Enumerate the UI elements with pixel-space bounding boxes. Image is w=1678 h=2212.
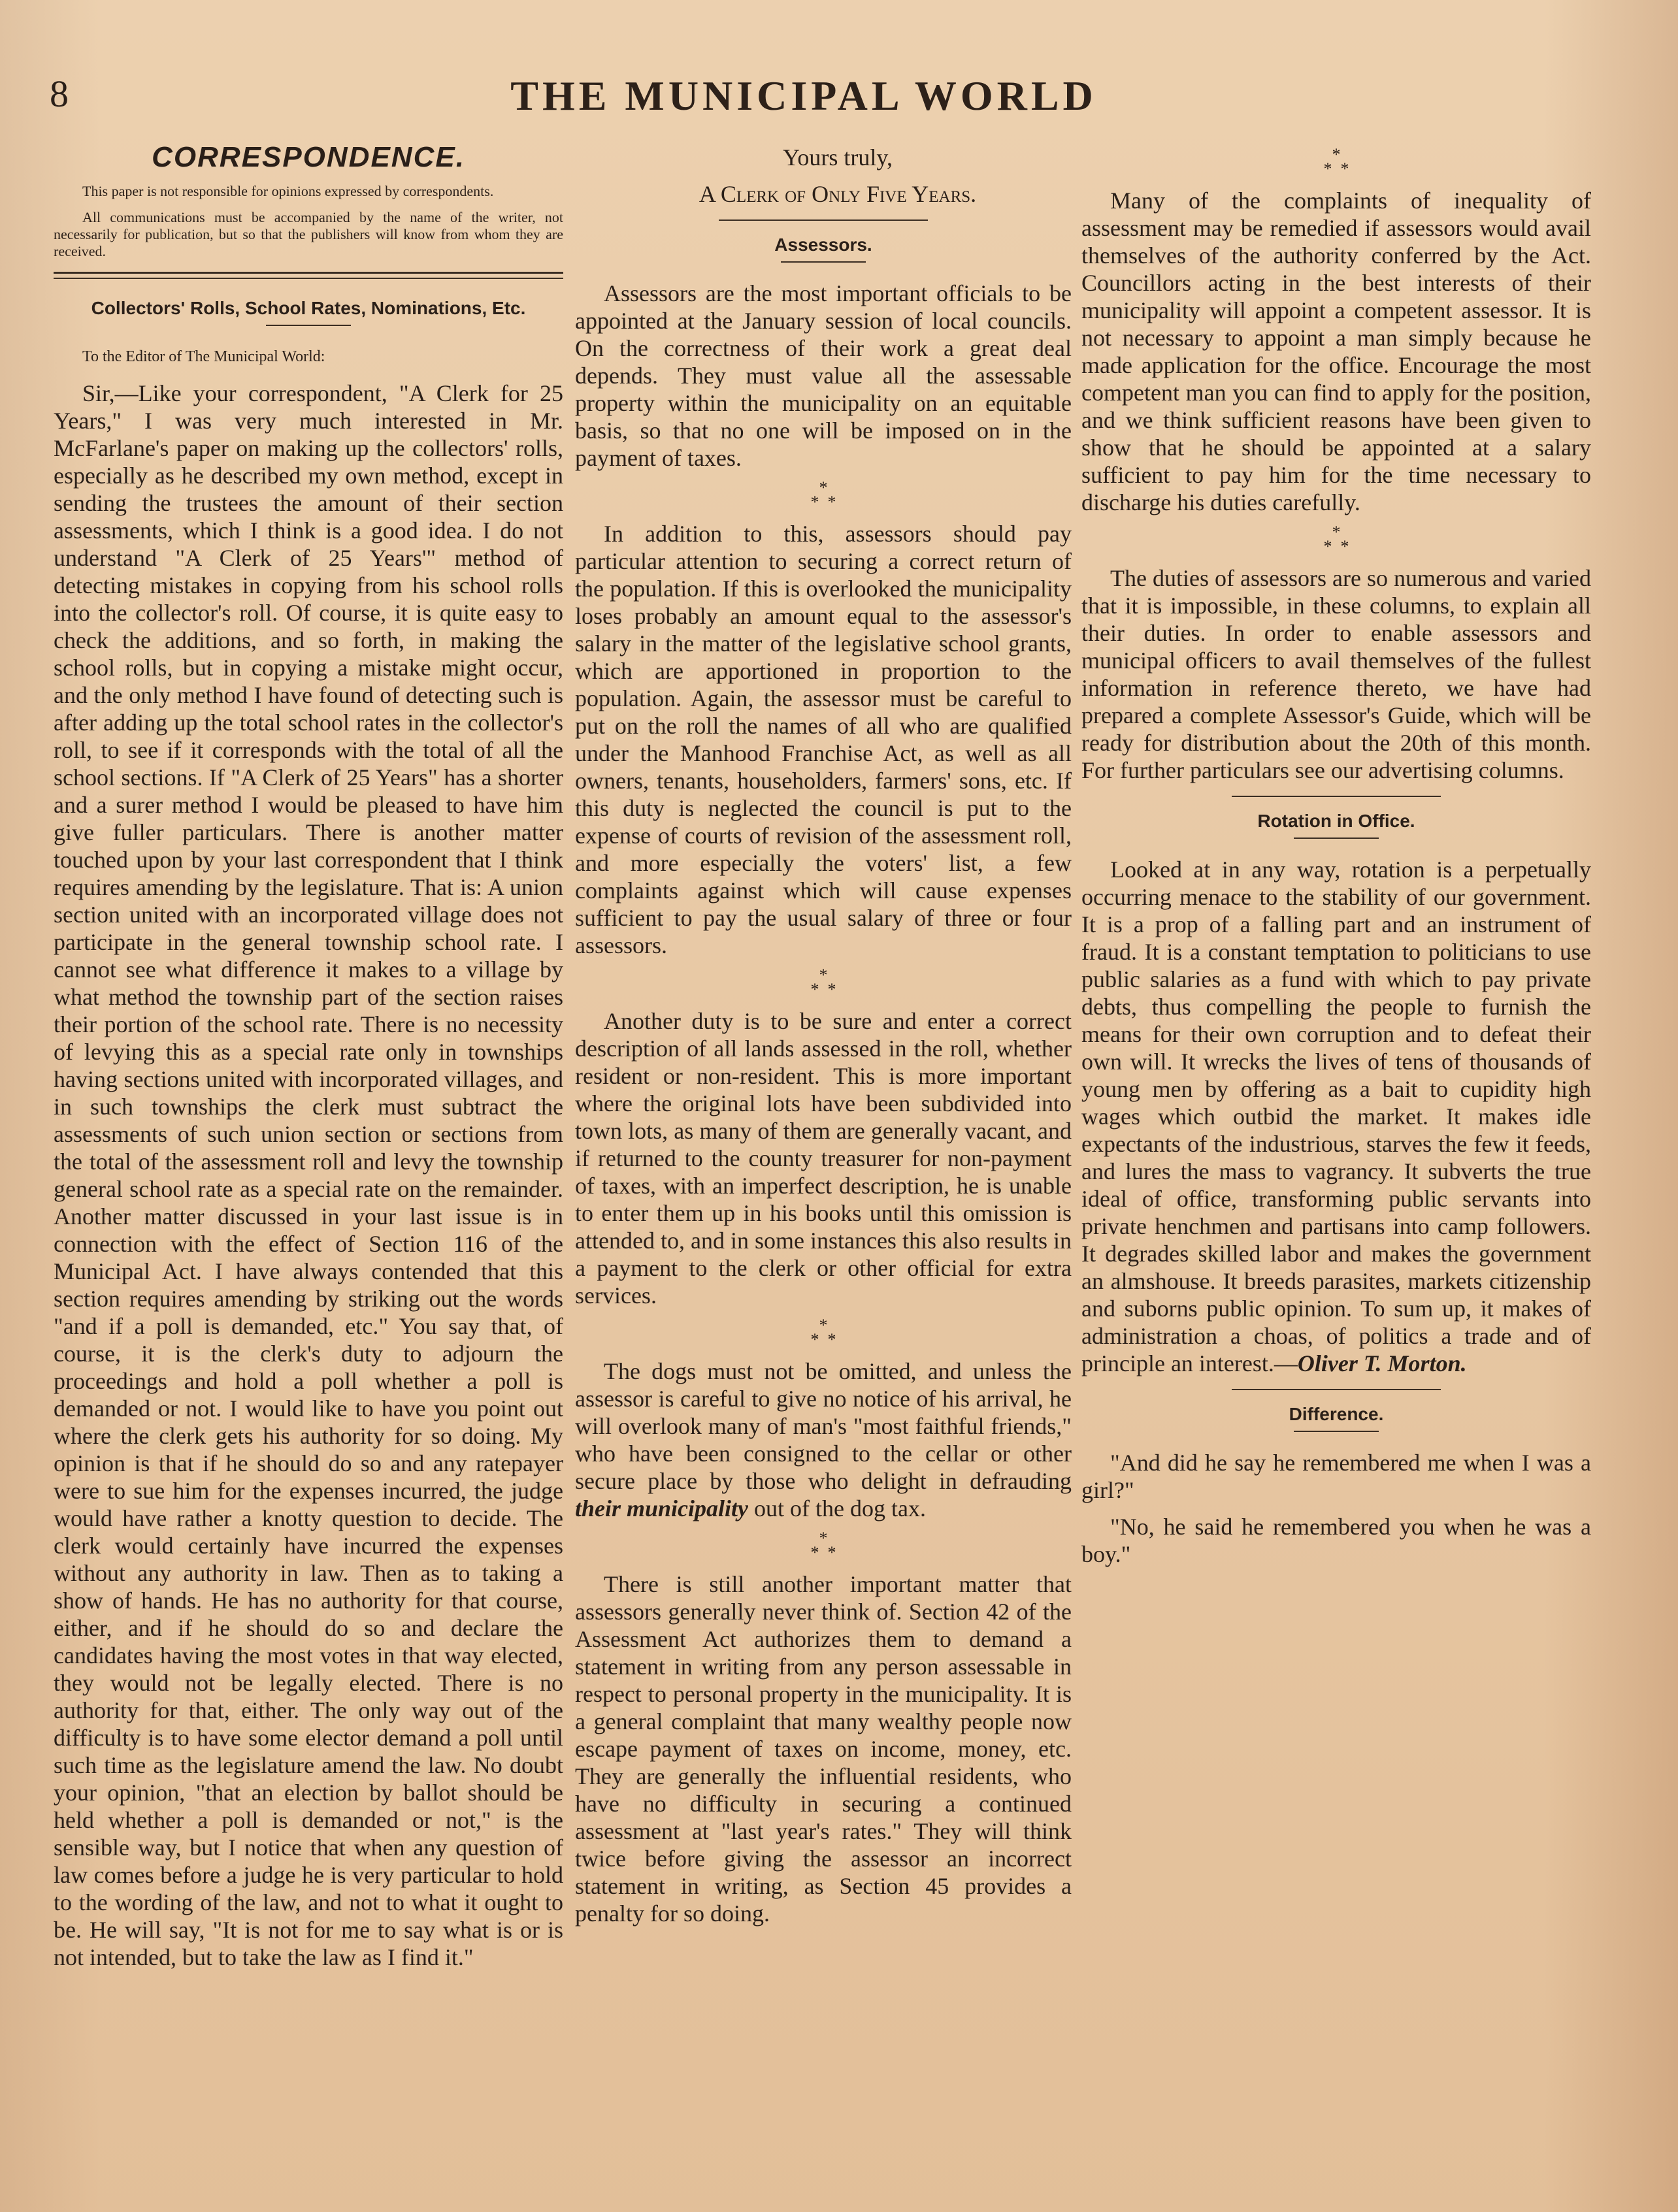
article-divider <box>1232 1389 1441 1390</box>
rotation-text: Looked at in any way, rotation is a perpetually occurring menace to the stability of our government. It is a prop of a falling part and an instrument of fraud. It is a constant temptation to politicians to use public salaries as a fund with which to pay private debts, thus compelling the people to furnish the means for their own corruption and to defeat their own will. It wrecks the lives of tens of thousands of young men by offering as a bait to cupidity high wages which outbid the market. It makes idle expectants of the industrious, starves the few it feeds, and lures the mass to vagrancy. It subverts the true ideal of office, transforming public servants into private henchmen and partisans into camp followers. It degrades skilled labor and makes the government an almshouse. It breeds parasites, markets citizenship and suborns public opinion. To sum up, it makes of administration a choas, of politics a trade and of principle an interest.— <box>1081 856 1591 1376</box>
asterism: * * * <box>810 1529 836 1562</box>
difference-line: "No, he said he remembered you when he was a boy." <box>1081 1514 1591 1567</box>
title-rule <box>266 325 351 326</box>
asterism: * * * <box>810 478 836 512</box>
assessors-paragraph: There is still another important matter that assessors generally never think of. Section 42 of the Assessment Act authorizes them to demand a statement in writing from any person assessable in respect to personal property in the municipality. It is a general complaint that many wealthy people now escape payment of taxes on income, money, etc. They are generally the influential residents, who have no difficulty in securing a continued assessment at "last year's rates." They will think twice before giving the assessor an incorrect statement in writing, as Section 45 provides a penalty for so doing. <box>575 1571 1072 1927</box>
dogs-text: The dogs must not be omitted, and unless the assessor is careful to give no notice of his arrival, he will overlook many of man's "most faithful friends," who have been consigned to the cellar or other secure place by those who delight in defrauding <box>575 1358 1072 1494</box>
column-1 <box>54 141 563 1980</box>
dogs-text-end: out of the dog tax. <box>748 1495 926 1521</box>
disclaimer-notice: This paper is not responsible for opinions expressed by correspondents. <box>82 183 494 199</box>
correspondence-heading: CORRESPONDENCE. <box>152 141 465 173</box>
double-rule-divider <box>54 272 563 279</box>
difference-line: "And did he say he remembered me when I was a girl?" <box>1081 1450 1591 1503</box>
rotation-paragraph <box>1081 856 1591 1377</box>
letter-body: Sir,—Like your correspondent, "A Clerk for 25 Years," I was very much interested in Mr. McFarlane's paper on making up the collectors' rolls, especially as he described my own method, except in sending the trustees the amount of their section assessments, which I think is a good idea. I do not understand "A Clerk of 25 Years'" method of detecting mistakes in copying from his school rolls into the collector's roll. Of course, it is quite easy to check the additions, and so forth, in making the school rolls, but in copying a mistake might occur, and the only method I have found of detecting such is after adding up the total school rates in the collector's roll, to see if it corresponds with the total of all the school sections. If "A Clerk of 25 Years" has a shorter and a surer method I would be pleased to have him give fuller particulars. There is another matter touched upon by your last correspondent that I think requires amending by the legislature. That is: A union section united with an incorporated village does not participate in the general township school rate. I cannot see what difference it makes to a village by what method the township part of the section raises their portion of the school rate. There is no necessity of levying this as a special rate only in townships having sections united with incorporated villages, and in such townships the clerk must subtract the assessments of such union section or sections from the total of the assessment roll and levy the township general school rate as a special rate on the remainder. Another matter discussed in your last issue is in connection with the effect of Section 116 of the Municipal Act. I have always contended that this section requires amending by striking out the words "and if a poll is demanded, etc." You say that, of course, it is the clerk's duty to adjourn the proceedings and hold a poll whether a poll is demanded or not. I would like to have you point out where the clerk gets his authority for so doing. My opinion is that if he should do so and any ratepayer were to sue him for the expenses incurred, the judge would have rather a knotty question to decide. The clerk would certainly have incurred the expenses without any authority in law. Then as to taking a show of hands. He has no authority for that course, either, and if he should do so and declare the candidates having the most votes in that way elected, they would not be legally elected. There is no authority for that, either. The only way out of the difficulty is to have some elector demand a poll until such time as the legislature amend the law. No doubt your opinion, "that an election by ballot should be held whether a poll is demanded or not," is the sensible way, but I notice that when any question of law comes before a judge he is very particular to hold to the wording of the law, and not to what it ought to be. He will say, "It is not for me to say what is or is not intended, but to take the law as I find it." <box>54 380 563 1970</box>
assessors-title: Assessors. <box>774 235 872 255</box>
assessors-paragraph: Many of the complaints of inequality of assessment may be remedied if assessors would avail themselves of the authority conferred by the Act. Councillors acting in the best interests of their municipality will appoint a competent assessor. It is not necessary to appoint a man simply because he made application for the office. Encourage the most competent man you can find to apply for the position, and we think sufficient reasons have been given to show that he should be appointed at a salary sufficient to pay him for the time necessary to discharge his duties carefully. <box>1081 187 1591 515</box>
column-2 <box>575 144 1072 1936</box>
communications-notice: All communications must be accompanied by the name of the writer, not necessarily for publication, but so that the publishers will know from whom they are received. <box>54 209 563 259</box>
title-rule <box>1294 838 1379 839</box>
asterism: * * * <box>810 1316 836 1349</box>
difference-title: Difference. <box>1289 1404 1384 1424</box>
asterism: * * * <box>1323 523 1349 556</box>
assessors-paragraph: Assessors are the most important officials to be appointed at the January session of local councils. On the correctness of their work a great deal depends. They must value all the assessable property within the municipality on an equitable basis, so that no one will be imposed on in the payment of taxes. <box>575 280 1072 471</box>
asterism: * * * <box>810 966 836 999</box>
dogs-italic-text: their municipality <box>575 1495 749 1521</box>
masthead: THE MUNICIPAL WORLD <box>510 73 1097 119</box>
dogs-paragraph <box>575 1358 1072 1522</box>
letter-signature: A Clerk of Only Five Years. <box>699 181 977 207</box>
article-divider <box>1232 796 1441 797</box>
asterism: * * * <box>1323 145 1349 178</box>
letter-salutation: To the Editor of The Municipal World: <box>82 348 325 365</box>
assessors-paragraph: In addition to this, assessors should pay particular attention to securing a correct return of the population. If this is overlooked the municipality loses probably an amount equal to the assessor's salary in the matter of the legislative school grants, which are apportioned in proportion to the population. Again, the assessor must be careful to put on the roll the names of all who are qualified under the Manhood Franchise Act, as well as all owners, tenants, householders, farmers' sons, etc. If this duty is neglected the council is put to the expense of courts of revision of the assessment roll, and more especially the voters' list, a few complaints against which will cause expenses sufficient to pay the usual salary of three or four assessors. <box>575 521 1072 958</box>
rotation-author: Oliver T. Morton. <box>1297 1350 1467 1376</box>
title-rule <box>1294 1431 1379 1432</box>
letter-title: Collectors' Rolls, School Rates, Nominations, Etc. <box>91 298 526 318</box>
rotation-title: Rotation in Office. <box>1257 811 1415 831</box>
letter-closing: Yours truly, <box>782 144 893 171</box>
article-divider <box>719 220 928 221</box>
page-number: 8 <box>50 73 69 115</box>
title-rule <box>781 261 866 263</box>
column-3 <box>1081 144 1591 1577</box>
assessors-paragraph: The duties of assessors are so numerous and varied that it is impossible, in these columns, to explain all their duties. In order to enable assessors and municipal officers to avail themselves of the fullest information in reference thereto, we have had prepared a complete Assessor's Guide, which will be ready for distribution about the 20th of this month. For further particulars see our advertising columns. <box>1081 565 1591 783</box>
assessors-paragraph: Another duty is to be sure and enter a correct description of all lands assessed in the roll, whether resident or non-resident. This is more important where the original lots have been subdivided into town lots, as many of them are generally vacant, and if returned to the county treasurer for non-payment of taxes, with an imperfect description, he is unable to enter them up in his books until this omission is attended to, and in some instances this also results in a payment to the clerk or other official for extra services. <box>575 1008 1072 1309</box>
